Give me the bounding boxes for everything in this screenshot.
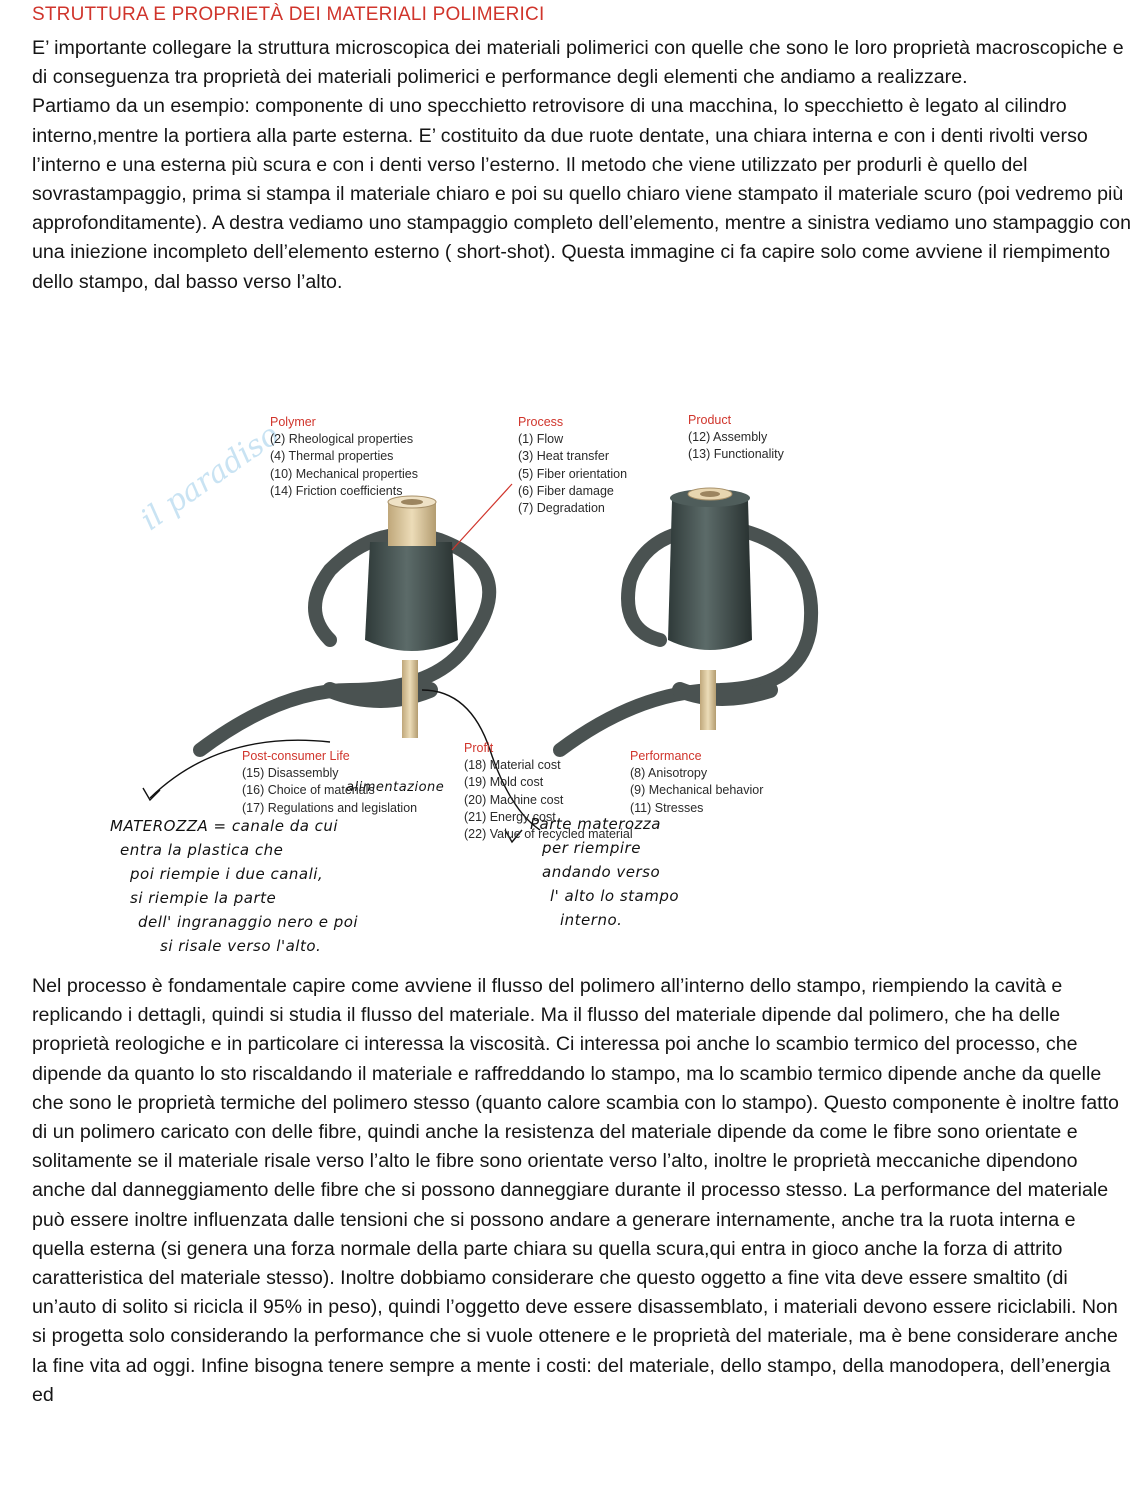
performance-labels (630, 748, 763, 817)
intro-text (32, 34, 1132, 297)
intro-paragraph-2: Partiamo da un esempio: componente di uno specchietto retrovisore di una macchina, lo specchietto è legato al cilindro interno,mentre la portiera alla parte esterna. E’ costituito da due ruote dentate, una chiara interna e con i denti rivolti verso l’interno e una esterna più scura e con i denti verso l’esterno. Il metodo che viene utilizzato per produrli è quello del sovrastampaggio, prima si stampa il materiale chiaro e poi su quello chiaro viene stampato il materiale scuro (poi vedremo più approfonditamente). A destra vediamo uno stampaggio completo dell’elemento, mentre a sinistra vediamo uno stampaggio con una iniezione incompleto dell’elemento esterno ( short-shot). Questa immagine ci fa capire solo come avviene il riempimento dello stampo, dal basso verso l’alto. (32, 95, 1131, 293)
profit-head: Profit (464, 741, 494, 755)
process-item: (5) Fiber orientation (518, 466, 628, 481)
product-item: (13) Functionality (688, 447, 784, 462)
hand-line: andando verso (542, 863, 661, 881)
process-head: Process (518, 415, 564, 429)
polymer-head: Polymer (270, 415, 316, 429)
profit-item: (21) Energy cost (464, 809, 556, 824)
post-consumer-head: Post-consumer Life (242, 749, 350, 763)
process-item: (1) Flow (518, 432, 564, 447)
hand-line: dell' ingranaggio nero e poi (138, 913, 359, 931)
intro-paragraph-1: E’ importante collegare la struttura microscopica dei materiali polimerici con quelle che sono le loro proprietà macroscopiche e di conseguenza tra proprietà dei materiali polimerici e performance degli elementi che andiamo a realizzare. (32, 37, 1124, 89)
post-consumer-item: (17) Regulations and legislation (242, 800, 418, 815)
polymer-item: (4) Thermal properties (270, 449, 394, 464)
hand-line: si riempie la parte (130, 889, 277, 907)
hand-line: entra la plastica che (120, 841, 284, 859)
performance-head: Performance (630, 749, 702, 763)
hand-line: Parte materozza (530, 815, 661, 833)
hand-line: interno. (560, 911, 623, 929)
profit-item: (22) Value of recycled material (464, 827, 633, 842)
post-consumer-item: (15) Disassembly (242, 766, 339, 781)
performance-item: (11) Stresses (630, 800, 704, 815)
polymer-labels (270, 414, 418, 500)
process-pointer-line (452, 484, 512, 550)
hand-line: per riempire (542, 839, 641, 857)
handwritten-note-left (110, 814, 358, 958)
process-item: (3) Heat transfer (518, 449, 610, 464)
body-paragraph: Nel processo è fondamentale capire come avviene il flusso del polimero all’interno dello stampo, riempiendo la cavità e replicando i dettagli, quindi si studia il flusso del materiale. Ma il flusso del materiale dipende dal polimero, che ha delle proprietà reologiche e in particolare ci interessa la viscosità. Ci interessa poi anche lo scambio termico del processo, che dipende da quanto lo sto riscaldando il materiale e raffreddando lo stampo, ma lo scambio termico dipende anche da quelle che sono le proprietà termiche del polimero stesso (quanto calore scambia con lo stampo). Questo componente è inoltre fatto di un polimero caricato con delle fibre, quindi anche la resistenza del materiale dipende da come le fibre sono orientate e solitamente se il materiale risale verso l’alto le fibre sono orientate verso l’alto, inoltre le proprietà meccaniche dipendono anche dal danneggiamento delle fibre che si possono danneggiare durante il processo stesso. La performance del materiale può essere inoltre influenzata dalle tensioni che si possono andare a generare internamente, anche tra la ruota interna e quella esterna (si genera una forza normale della parte chiara su quella scura,qui entra in gioco anche la forza di attrito caratteristica del materiale stesso). Inoltre dobbiamo considerare che questo oggetto a fine vita deve essere smaltito (di un’auto di solito si ricicla il 95% in peso), quindi l’oggetto deve essere disassemblato, i materiali devono essere riciclabili. Non si progetta solo considerando la performance che si vuole ottenere e le proprietà del materiale, ma è bene considerare anche la fine vita ad oggi. Infine bisogna tenere sempre a mente i costi: del materiale, dello stampo, della manodopera, dell’energia ed (32, 975, 1119, 1406)
body-text (32, 972, 1132, 1410)
product-head: Product (688, 413, 732, 427)
performance-item: (9) Mechanical behavior (630, 783, 764, 798)
watermark: il paradiso (134, 417, 286, 538)
performance-item: (8) Anisotropy (630, 766, 708, 781)
handwritten-alimentazione: alimentazione (346, 780, 445, 795)
profit-item: (19) Mold cost (464, 775, 544, 790)
hand-line: poi riempie i due canali, (130, 865, 324, 883)
hand-line: si risale verso l'alto. (160, 937, 322, 955)
hand-line: l' alto lo stampo (550, 887, 680, 905)
product-item: (12) Assembly (688, 430, 768, 445)
hand-line: MATEROZZA = canale da cui (110, 817, 339, 835)
process-item: (6) Fiber damage (518, 483, 614, 498)
mirror-component-figure (0, 390, 1148, 960)
product-labels (688, 412, 784, 464)
profit-item: (20) Machine cost (464, 792, 564, 807)
polymer-item: (2) Rheological properties (270, 432, 414, 447)
polymer-item: (14) Friction coefficients (270, 483, 403, 498)
polymer-item: (10) Mechanical properties (270, 466, 418, 481)
right-complete-part (560, 488, 811, 750)
left-short-shot-part (200, 496, 489, 750)
page-title: STRUTTURA E PROPRIETÀ DEI MATERIALI POLIMERICI (32, 4, 545, 25)
handwritten-note-right (530, 812, 679, 932)
process-labels (518, 414, 627, 517)
post-consumer-item: (16) Choice of materials (242, 783, 375, 798)
profit-item: (18) Material cost (464, 758, 561, 773)
process-item: (7) Degradation (518, 501, 605, 516)
